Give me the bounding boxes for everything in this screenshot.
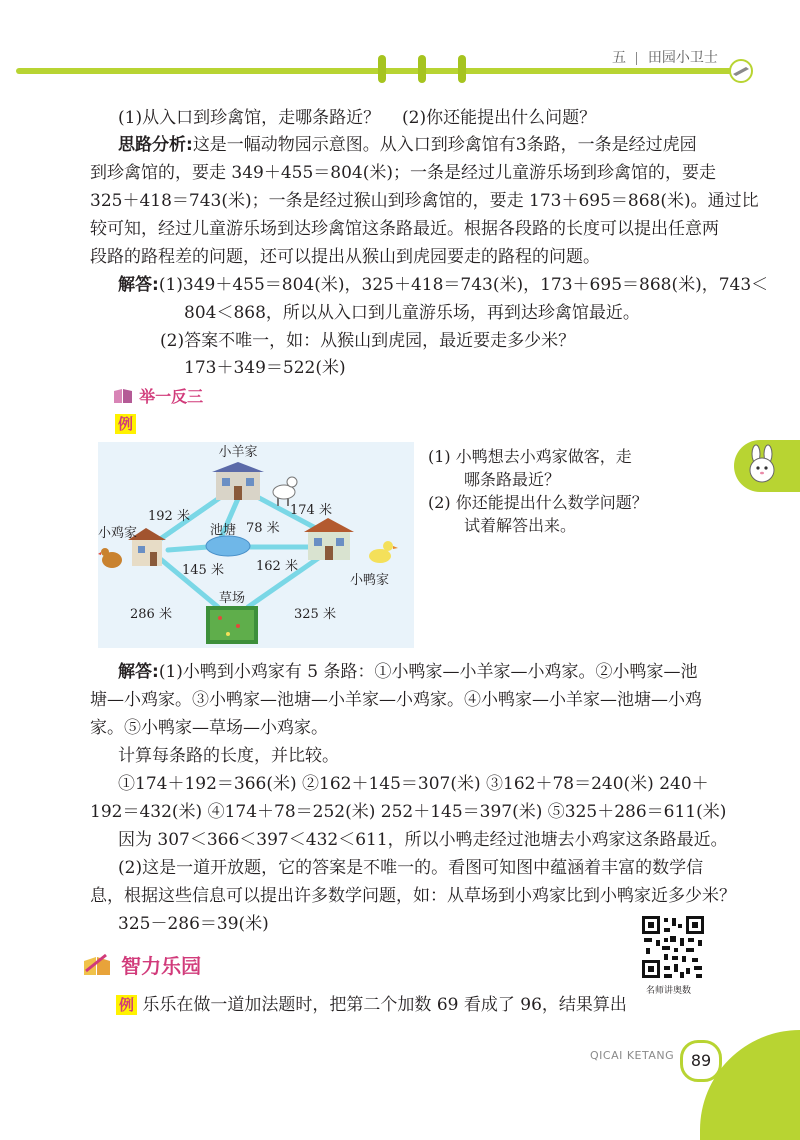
book-pencil-icon	[80, 951, 116, 979]
chapter-title: 田园小卫士	[647, 50, 718, 66]
answer-label: 解答:	[118, 275, 159, 295]
page-number: 89	[690, 1051, 712, 1070]
example-tag: 例	[115, 414, 136, 434]
puzzle-text: 乐乐在做一道加法题时，把第二个加数 69 看成了 96，结果算出	[142, 995, 627, 1015]
section-title: 智力乐园	[121, 954, 202, 978]
example-answer-line: 塘—小鸡家。③小鸭家—池塘—小羊家—小鸡家。④小鸭家—小羊家—池塘—小鸡	[90, 690, 702, 710]
example-question: 试着解答出来。	[464, 516, 577, 535]
example-answer-line: 因为 307＜366＜397＜432＜611，所以小鸭走经过池塘去小鸡家这条路最近。	[118, 830, 728, 850]
example-answer-line: 192＝432(米) ④174＋78＝252(米) 252＋145＝397(米) ⑤325＋286＝611(米)	[90, 802, 727, 822]
example-answer-label: 解答:	[118, 662, 159, 682]
analysis-line: 段路的路程差的问题，还可以提出从猴山到虎园要走的路程的问题。	[90, 247, 600, 267]
example-question: (2) 你还能提出什么数学问题？	[428, 493, 648, 512]
header-line	[16, 68, 736, 74]
analysis-line: 到珍禽馆的，要走 349＋455＝804(米)；一条是经过儿童游乐场到珍禽馆的，要走	[90, 163, 717, 183]
answer-line: (1)349＋455＝804(米)，325＋418＝743(米)，173＋695＝868(米)，743＜	[158, 275, 769, 295]
distance-sheep-pond: 78 米	[246, 521, 280, 536]
example-tag: 例	[116, 995, 137, 1015]
analysis-label: 思路分析:	[118, 135, 193, 155]
grass-field	[206, 606, 258, 644]
answer-line: 804＜868，所以从入口到儿童游乐场，再到达珍禽馆最近。	[184, 303, 640, 323]
binder-ring	[378, 55, 386, 83]
pencil-icon	[726, 58, 756, 84]
label-grass: 草场	[218, 591, 246, 606]
example-answer-line: ①174＋192＝366(米) ②162＋145＝307(米) ③162＋78＝240(米) 240＋	[118, 774, 709, 794]
rabbit-icon	[740, 444, 784, 488]
distance-pond-duck: 162 米	[256, 559, 298, 574]
answer-line: (2)答案不唯一，如：从猴山到虎园，最近要走多少米？	[160, 331, 576, 351]
book-icon	[112, 387, 134, 405]
problem-question-2: (2)你还能提出什么问题？	[402, 108, 597, 128]
distance-sheep-duck: 174 米	[290, 503, 332, 518]
qr-code[interactable]	[640, 914, 706, 980]
page-number-badge	[680, 1040, 722, 1082]
label-sheep-home: 小羊家	[218, 445, 258, 460]
distance-chicken-pond: 145 米	[182, 563, 224, 578]
side-tab	[734, 440, 800, 492]
route-map	[98, 442, 414, 648]
analysis-line: 这是一幅动物园示意图。从入口到珍禽馆有3条路，一条是经过虎园	[192, 135, 697, 155]
example-answer-line: (1)小鸭到小鸡家有 5 条路：①小鸭家—小羊家—小鸡家。②小鸭家—池	[158, 662, 698, 682]
example-answer-line: (2)这是一道开放题，它的答案是不唯一的。看图可知图中蕴涵着丰富的数学信	[118, 858, 704, 878]
chapter-number: 五	[612, 50, 626, 66]
section-heading	[112, 384, 203, 407]
example-answer-line: 家。⑤小鸭家—草场—小鸡家。	[90, 718, 328, 738]
footer-brand: QICAI KETANG	[590, 1049, 675, 1062]
example-question: 哪条路最近？	[464, 470, 561, 489]
binder-ring	[418, 55, 426, 83]
example-answer-line: 325－286＝39(米)	[118, 914, 269, 934]
distance-duck-grass: 325 米	[294, 607, 336, 622]
analysis-line: 325＋418＝743(米)；一条是经过猴山到珍禽馆的，要走 173＋695＝868(米)。通过比	[90, 191, 759, 211]
label-duck-home: 小鸭家	[350, 573, 390, 588]
qr-caption: 名师讲奥数	[646, 986, 692, 996]
pond	[206, 536, 250, 556]
example-answer-line: 息，根据这些信息可以提出许多数学问题，如：从草场到小鸡家比到小鸭家近多少米？	[90, 886, 736, 906]
label-chicken-home: 小鸡家	[98, 526, 138, 541]
distance-chicken-sheep: 192 米	[148, 509, 190, 524]
answer-line: 173＋349＝522(米)	[184, 358, 346, 378]
analysis-line: 较可知，经过儿童游乐场到达珍禽馆这条路最近。根据各段路的长度可以提出任意两	[90, 219, 719, 239]
section-title: 举一反三	[139, 387, 204, 406]
binder-ring	[458, 55, 466, 83]
distance-chicken-grass: 286 米	[130, 607, 172, 622]
example-answer-line: 计算每条路的长度，并比较。	[118, 746, 339, 766]
section-heading	[80, 950, 201, 979]
example-question: (1) 小鸭想去小鸡家做客，走	[428, 447, 632, 466]
problem-question-1: (1)从入口到珍禽馆，走哪条路近？	[118, 108, 381, 128]
qr-code-icon	[640, 914, 706, 980]
label-pond: 池塘	[210, 523, 237, 538]
